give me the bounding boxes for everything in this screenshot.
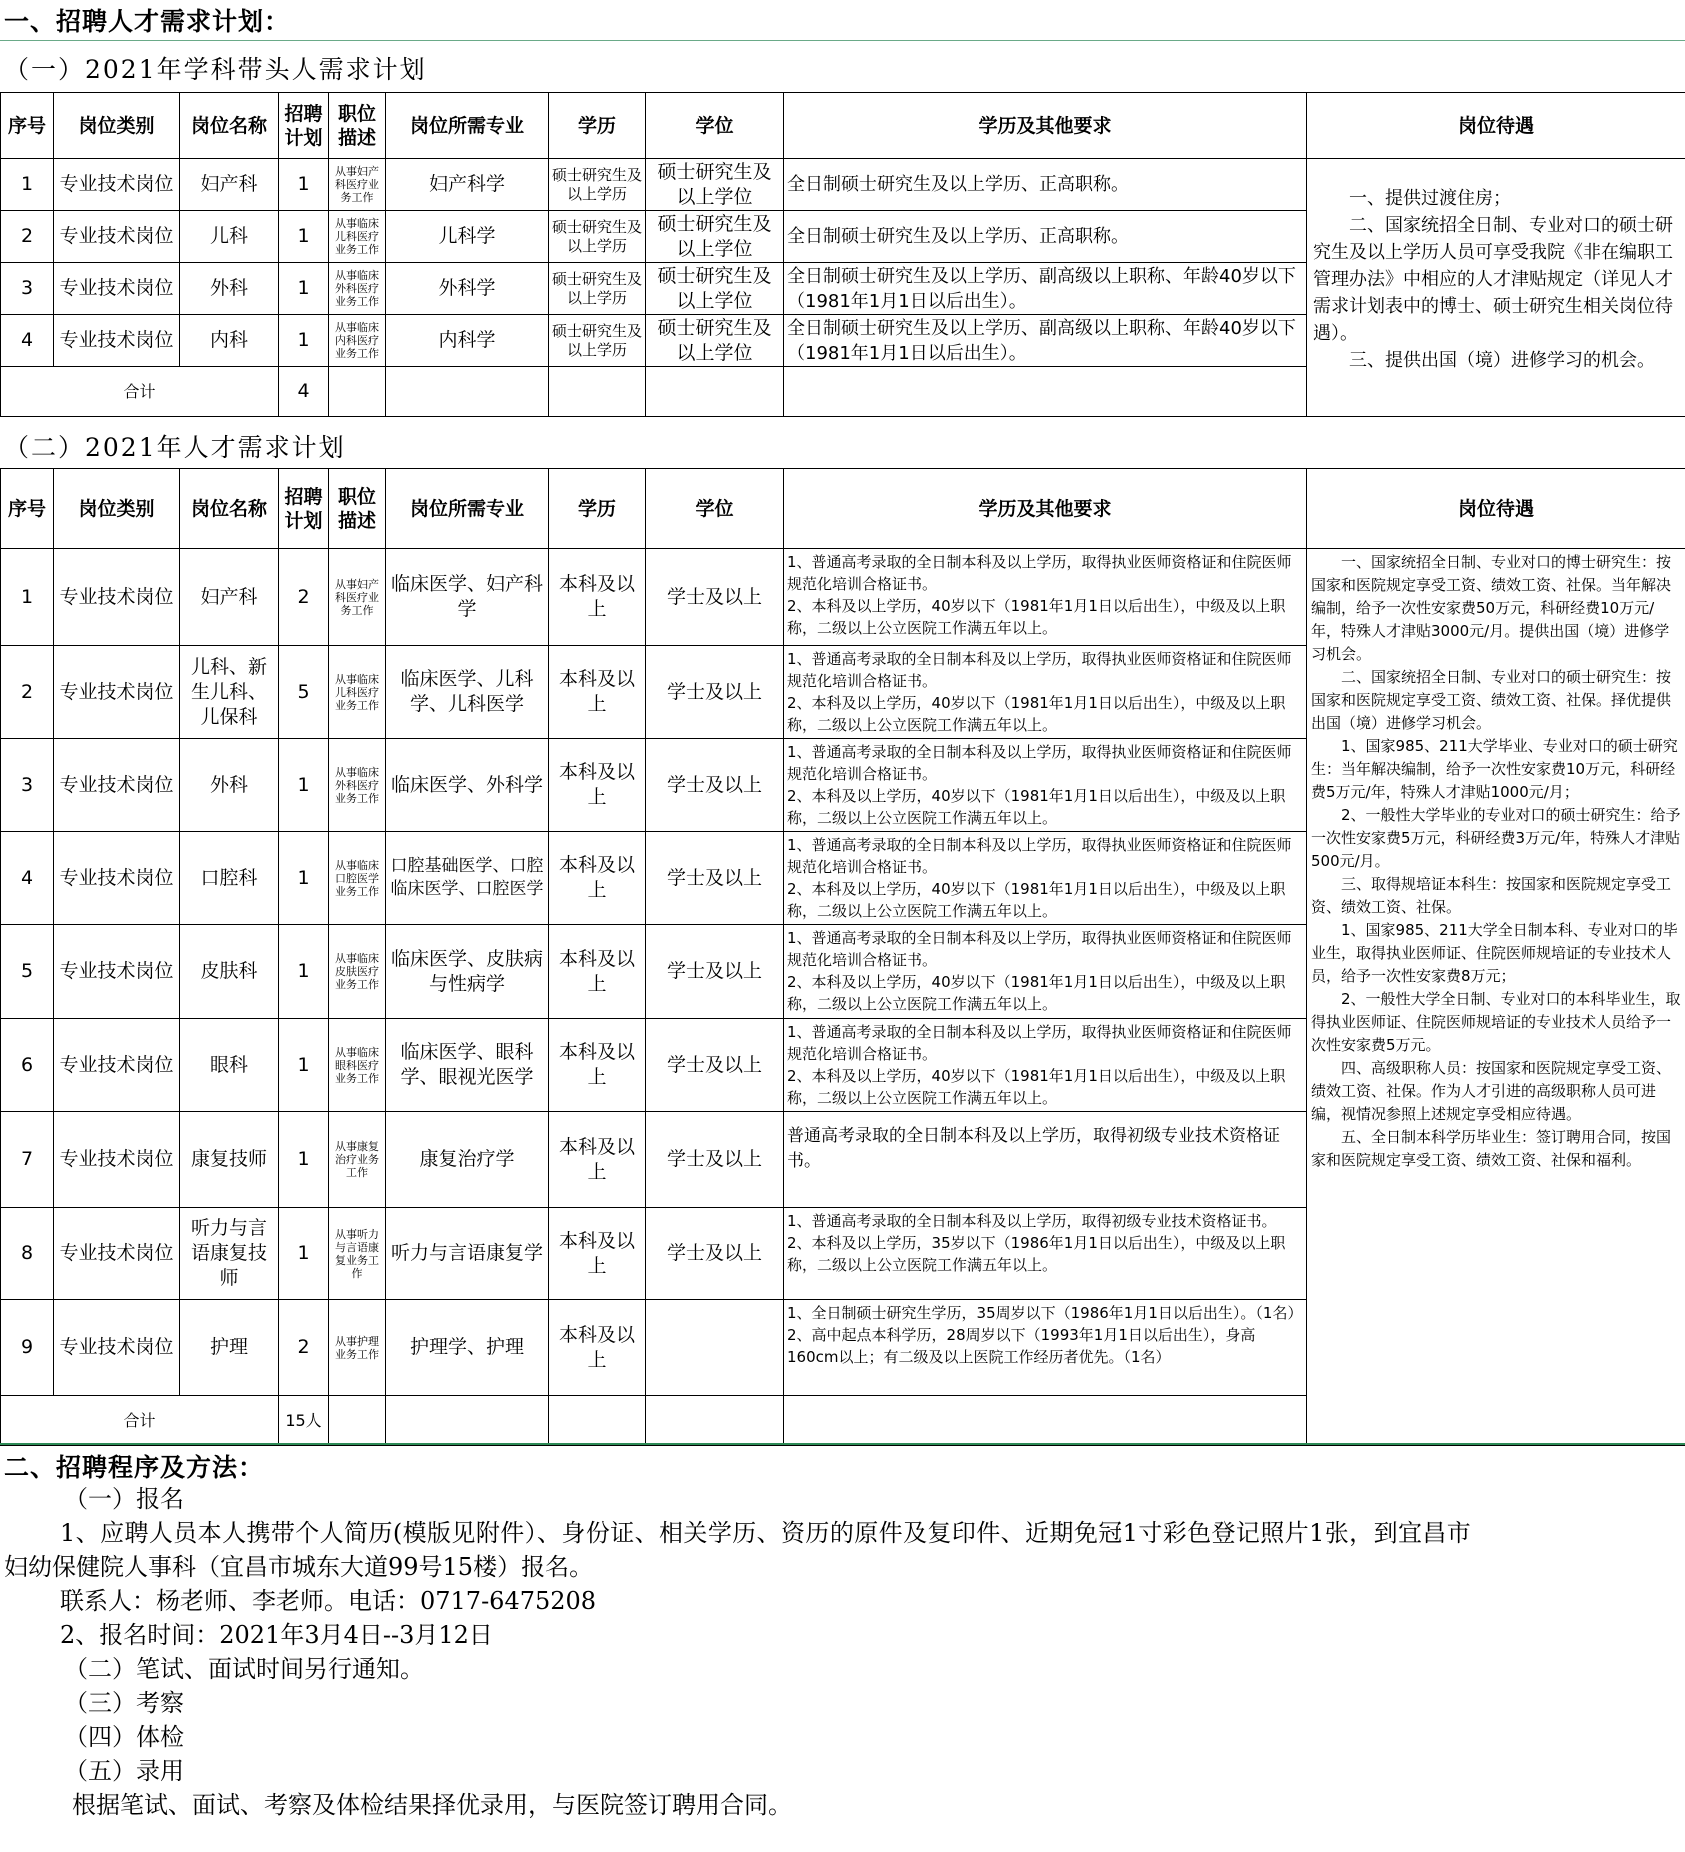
cell-edu: 硕士研究生及以上学历 [549, 263, 646, 315]
cell-desc: 从事临床皮肤医疗业务工作 [329, 925, 386, 1019]
step-physical: （四）体检 [64, 1723, 184, 1751]
cell-degree: 硕士研究生及以上学位 [646, 315, 784, 367]
cell-req: 1、普通高考录取的全日制本科及以上学历，取得执业医师资格证和住院医师规范化培训合格证书。 2、本科及以上学历，40岁以下（1981年1月1日以后出生），中级及以上职称，二级以上公立医院工作满五年以上。 [784, 549, 1307, 646]
total-value: 4 [279, 367, 329, 417]
cell-edu: 本科及以上 [549, 1208, 646, 1300]
cell-edu: 本科及以上 [549, 832, 646, 925]
cell-category: 专业技术岗位 [54, 1300, 180, 1396]
col-header-name: 岗位名称 [180, 469, 279, 549]
benefit-item: 2、一般性大学毕业的专业对口的硕士研究生：给予一次性安家费5万元，科研经费3万元/年，特殊人才津贴500元/月。 [1311, 806, 1681, 870]
col-header-major: 岗位所需专业 [386, 469, 549, 549]
table1-caption: （一）2021年学科带头人需求计划 [4, 55, 427, 84]
cell-count: 1 [279, 832, 329, 925]
benefits-cell [1307, 549, 1685, 1446]
table-row [1, 549, 1685, 646]
cell-count: 1 [279, 739, 329, 832]
benefit-item: 二、国家统招全日制、专业对口的硕士研究生：按国家和医院规定享受工资、绩效工资、社保。择优提供出国（境）进修学习机会。 [1311, 668, 1672, 732]
benefit-item: 一、提供过渡住房； [1349, 188, 1511, 209]
cell-name: 儿科 [180, 211, 279, 263]
cell-req: 1、普通高考录取的全日制本科及以上学历，取得执业医师资格证和住院医师规范化培训合格证书。 2、本科及以上学历，40岁以下（1981年1月1日以后出生），中级及以上职称，二级以上公立医院工作满五年以上。 [784, 739, 1307, 832]
talent-demand-table [0, 468, 1685, 1446]
cell-name: 口腔科 [180, 832, 279, 925]
cell-name: 外科 [180, 739, 279, 832]
cell-category: 专业技术岗位 [54, 646, 180, 739]
cell-req: 1、普通高考录取的全日制本科及以上学历，取得初级专业技术资格证书。 2、本科及以上学历，35岁以下（1986年1月1日以后出生），中级及以上职称，二级以上公立医院工作满五年以上。 [784, 1208, 1307, 1300]
contact-info: 联系人：杨老师、李老师。电话：0717-6475208 [60, 1587, 597, 1615]
cell-degree: 学士及以上 [646, 925, 784, 1019]
benefit-item: 一、国家统招全日制、专业对口的博士研究生：按国家和医院规定享受工资、绩效工资、社保。当年解决编制，给予一次性安家费50万元，科研经费10万元/年，特殊人才津贴3000元/月。提供出国（境）进修学习机会。 [1311, 553, 1672, 663]
step-registration: （一）报名 [64, 1485, 184, 1513]
col-header-degree: 学位 [646, 469, 784, 549]
cell-category: 专业技术岗位 [54, 1112, 180, 1208]
cell-name: 皮肤科 [180, 925, 279, 1019]
cell-no: 3 [1, 739, 54, 832]
col-header-benefit: 岗位待遇 [1307, 93, 1685, 159]
cell-desc: 从事临床内科医疗业务工作 [329, 315, 386, 367]
cell-name: 护理 [180, 1300, 279, 1396]
registration-paragraph: 1、应聘人员本人携带个人简历(模版见附件）、身份证、相关学历、资历的原件及复印件、近期免冠1寸彩色登记照片1张，到宜昌市 [60, 1519, 1472, 1547]
cell-no: 9 [1, 1300, 54, 1396]
cell-name: 妇产科 [180, 159, 279, 211]
cell-desc: 从事听力与言语康复业务工作 [329, 1208, 386, 1300]
cell-major: 内科学 [386, 315, 549, 367]
cell-desc: 从事临床儿科医疗业务工作 [329, 646, 386, 739]
cell-category: 专业技术岗位 [54, 739, 180, 832]
col-header-count: 招聘 计划 [279, 93, 329, 159]
cell-desc: 从事临床外科医疗业务工作 [329, 263, 386, 315]
cell-degree: 硕士研究生及以上学位 [646, 159, 784, 211]
cell-req: 1、普通高考录取的全日制本科及以上学历，取得执业医师资格证和住院医师规范化培训合格证书。 2、本科及以上学历，40岁以下（1981年1月1日以后出生），中级及以上职称，二级以上公立医院工作满五年以上。 [784, 646, 1307, 739]
cell-no: 2 [1, 211, 54, 263]
cell-category: 专业技术岗位 [54, 211, 180, 263]
cell-desc: 从事妇产科医疗业务工作 [329, 549, 386, 646]
cell-degree [646, 1300, 784, 1396]
cell-name: 听力与言语康复技师 [180, 1208, 279, 1300]
cell-major: 听力与言语康复学 [386, 1208, 549, 1300]
cell-edu: 本科及以上 [549, 1019, 646, 1112]
col-header-req: 学历及其他要求 [784, 93, 1307, 159]
cell-desc: 从事护理业务工作 [329, 1300, 386, 1396]
cell-no: 4 [1, 315, 54, 367]
cell-desc: 从事临床外科医疗业务工作 [329, 739, 386, 832]
cell-no: 5 [1, 925, 54, 1019]
cell-no: 1 [1, 549, 54, 646]
registration-paragraph-cont: 妇幼保健院人事科（宜昌市城东大道99号15楼）报名。 [4, 1553, 594, 1581]
cell-count: 2 [279, 549, 329, 646]
cell-req: 全日制硕士研究生及以上学历、副高级以上职称、年龄40岁以下（1981年1月1日以后出生）。 [784, 315, 1307, 367]
divider [0, 40, 1685, 41]
cell-desc: 从事临床儿科医疗业务工作 [329, 211, 386, 263]
table-header-row [1, 93, 1685, 159]
cell-category: 专业技术岗位 [54, 159, 180, 211]
cell-desc: 从事临床眼科医疗业务工作 [329, 1019, 386, 1112]
benefit-item: 二、国家统招全日制、专业对口的硕士研究生及以上学历人员可享受我院《非在编职工管理办法》中相应的人才津贴规定（详见人才需求计划表中的博士、硕士研究生相关岗位待遇）。 [1313, 215, 1673, 344]
cell-req: 1、普通高考录取的全日制本科及以上学历，取得执业医师资格证和住院医师规范化培训合格证书。 2、本科及以上学历，40岁以下（1981年1月1日以后出生），中级及以上职称，二级以上公立医院工作满五年以上。 [784, 832, 1307, 925]
cell-major: 临床医学、儿科学、儿科医学 [386, 646, 549, 739]
cell-edu: 本科及以上 [549, 646, 646, 739]
benefit-item: 三、提供出国（境）进修学习的机会。 [1349, 350, 1655, 371]
cell-category: 专业技术岗位 [54, 549, 180, 646]
col-header-edu: 学历 [549, 93, 646, 159]
total-value: 15人 [279, 1396, 329, 1446]
cell-edu: 硕士研究生及以上学历 [549, 315, 646, 367]
cell-name: 康复技师 [180, 1112, 279, 1208]
cell-no: 8 [1, 1208, 54, 1300]
cell-count: 1 [279, 211, 329, 263]
cell-edu: 本科及以上 [549, 549, 646, 646]
cell-major: 口腔基础医学、口腔临床医学、口腔医学 [386, 832, 549, 925]
col-header-no: 序号 [1, 469, 54, 549]
table-header-row [1, 469, 1685, 549]
cell-degree: 学士及以上 [646, 1019, 784, 1112]
cell-degree: 学士及以上 [646, 832, 784, 925]
col-header-edu: 学历 [549, 469, 646, 549]
col-header-req: 学历及其他要求 [784, 469, 1307, 549]
step-inspection: （三）考察 [64, 1689, 184, 1717]
section2-title: 二、招聘程序及方法： [4, 1453, 265, 1482]
cell-count: 1 [279, 159, 329, 211]
cell-category: 专业技术岗位 [54, 315, 180, 367]
cell-count: 2 [279, 1300, 329, 1396]
col-header-major: 岗位所需专业 [386, 93, 549, 159]
cell-count: 1 [279, 263, 329, 315]
cell-major: 妇产科学 [386, 159, 549, 211]
cell-major: 临床医学、妇产科学 [386, 549, 549, 646]
benefit-item: 五、全日制本科学历毕业生：签订聘用合同，按国家和医院规定享受工资、绩效工资、社保和福利。 [1311, 1128, 1672, 1169]
section1-title: 一、招聘人才需求计划： [4, 7, 291, 36]
cell-no: 4 [1, 832, 54, 925]
step-hire: （五）录用 [64, 1757, 184, 1785]
cell-count: 1 [279, 1019, 329, 1112]
hire-paragraph: 根据笔试、面试、考察及体检结果择优录用，与医院签订聘用合同。 [72, 1791, 792, 1819]
cell-edu: 硕士研究生及以上学历 [549, 211, 646, 263]
cell-req: 1、普通高考录取的全日制本科及以上学历，取得执业医师资格证和住院医师规范化培训合格证书。 2、本科及以上学历，40岁以下（1981年1月1日以后出生），中级及以上职称，二级以上公立医院工作满五年以上。 [784, 925, 1307, 1019]
table-row [1, 159, 1685, 211]
col-header-degree: 学位 [646, 93, 784, 159]
cell-desc: 从事妇产科医疗业务工作 [329, 159, 386, 211]
cell-no: 7 [1, 1112, 54, 1208]
benefits-cell [1307, 159, 1685, 417]
cell-no: 3 [1, 263, 54, 315]
cell-req: 全日制硕士研究生及以上学历、正高职称。 [784, 159, 1307, 211]
cell-count: 1 [279, 925, 329, 1019]
cell-degree: 学士及以上 [646, 1112, 784, 1208]
cell-name: 眼科 [180, 1019, 279, 1112]
cell-major: 康复治疗学 [386, 1112, 549, 1208]
cell-degree: 硕士研究生及以上学位 [646, 263, 784, 315]
benefit-item: 四、高级职称人员：按国家和医院规定享受工资、绩效工资、社保。作为人才引进的高级职称人员可进编，视情况参照上述规定享受相应待遇。 [1311, 1059, 1672, 1123]
cell-edu: 本科及以上 [549, 925, 646, 1019]
col-header-category: 岗位类别 [54, 93, 180, 159]
cell-major: 临床医学、眼科学、眼视光医学 [386, 1019, 549, 1112]
cell-count: 5 [279, 646, 329, 739]
cell-degree: 学士及以上 [646, 1208, 784, 1300]
cell-req: 普通高考录取的全日制本科及以上学历，取得初级专业技术资格证书。 [784, 1112, 1307, 1208]
cell-degree: 学士及以上 [646, 646, 784, 739]
cell-no: 6 [1, 1019, 54, 1112]
col-header-no: 序号 [1, 93, 54, 159]
cell-major: 外科学 [386, 263, 549, 315]
cell-name: 儿科、新生儿科、儿保科 [180, 646, 279, 739]
benefit-item: 1、国家985、211大学毕业、专业对口的硕士研究生：当年解决编制，给予一次性安家费10万元，科研经费5万元/年，特殊人才津贴1000元/月； [1311, 737, 1678, 801]
cell-degree: 硕士研究生及以上学位 [646, 211, 784, 263]
col-header-desc: 职位 描述 [329, 93, 386, 159]
cell-edu: 本科及以上 [549, 1112, 646, 1208]
talent-leader-table [0, 92, 1685, 417]
benefit-item: 1、国家985、211大学全日制本科、专业对口的毕业生，取得执业医师证、住院医师规培证的专业技术人员，给予一次性安家费8万元； [1311, 921, 1678, 985]
cell-degree: 学士及以上 [646, 739, 784, 832]
col-header-count: 招聘 计划 [279, 469, 329, 549]
cell-category: 专业技术岗位 [54, 925, 180, 1019]
step-exam: （二）笔试、面试时间另行通知。 [64, 1655, 424, 1683]
cell-major: 临床医学、外科学 [386, 739, 549, 832]
cell-req: 全日制硕士研究生及以上学历、副高级以上职称、年龄40岁以下（1981年1月1日以后出生）。 [784, 263, 1307, 315]
cell-name: 外科 [180, 263, 279, 315]
col-header-benefit: 岗位待遇 [1307, 469, 1685, 549]
cell-category: 专业技术岗位 [54, 1208, 180, 1300]
cell-category: 专业技术岗位 [54, 832, 180, 925]
cell-name: 妇产科 [180, 549, 279, 646]
cell-desc: 从事康复治疗业务工作 [329, 1112, 386, 1208]
cell-category: 专业技术岗位 [54, 1019, 180, 1112]
benefit-item: 2、一般性大学全日制、专业对口的本科毕业生，取得执业医师证、住院医师规培证的专业技术人员给予一次性安家费5万元。 [1311, 990, 1681, 1054]
cell-req: 全日制硕士研究生及以上学历、正高职称。 [784, 211, 1307, 263]
cell-name: 内科 [180, 315, 279, 367]
cell-req: 1、全日制硕士研究生学历，35周岁以下（1986年1月1日以后出生）。（1名） 2、高中起点本科学历，28周岁以下（1993年1月1日以后出生），身高160cm以上；有二级及以上医院工作经历者优先。（1名） [784, 1300, 1307, 1396]
cell-edu: 本科及以上 [549, 1300, 646, 1396]
divider [0, 1443, 1685, 1445]
cell-desc: 从事临床口腔医学业务工作 [329, 832, 386, 925]
cell-major: 临床医学、皮肤病与性病学 [386, 925, 549, 1019]
cell-degree: 学士及以上 [646, 549, 784, 646]
benefit-item: 三、取得规培证本科生：按国家和医院规定享受工资、绩效工资、社保。 [1311, 875, 1672, 916]
cell-no: 2 [1, 646, 54, 739]
registration-time: 2、报名时间：2021年3月4日--3月12日 [60, 1621, 493, 1649]
cell-count: 1 [279, 1208, 329, 1300]
cell-major: 护理学、护理 [386, 1300, 549, 1396]
cell-major: 儿科学 [386, 211, 549, 263]
total-label: 合计 [1, 1396, 279, 1446]
cell-no: 1 [1, 159, 54, 211]
col-header-desc: 职位 描述 [329, 469, 386, 549]
cell-req: 1、普通高考录取的全日制本科及以上学历，取得执业医师资格证和住院医师规范化培训合格证书。 2、本科及以上学历，40岁以下（1981年1月1日以后出生），中级及以上职称，二级以上公立医院工作满五年以上。 [784, 1019, 1307, 1112]
cell-count: 1 [279, 1112, 329, 1208]
total-label: 合计 [1, 367, 279, 417]
cell-edu: 硕士研究生及以上学历 [549, 159, 646, 211]
col-header-category: 岗位类别 [54, 469, 180, 549]
table2-caption: （二）2021年人才需求计划 [4, 433, 346, 462]
cell-category: 专业技术岗位 [54, 263, 180, 315]
cell-count: 1 [279, 315, 329, 367]
col-header-name: 岗位名称 [180, 93, 279, 159]
cell-edu: 本科及以上 [549, 739, 646, 832]
